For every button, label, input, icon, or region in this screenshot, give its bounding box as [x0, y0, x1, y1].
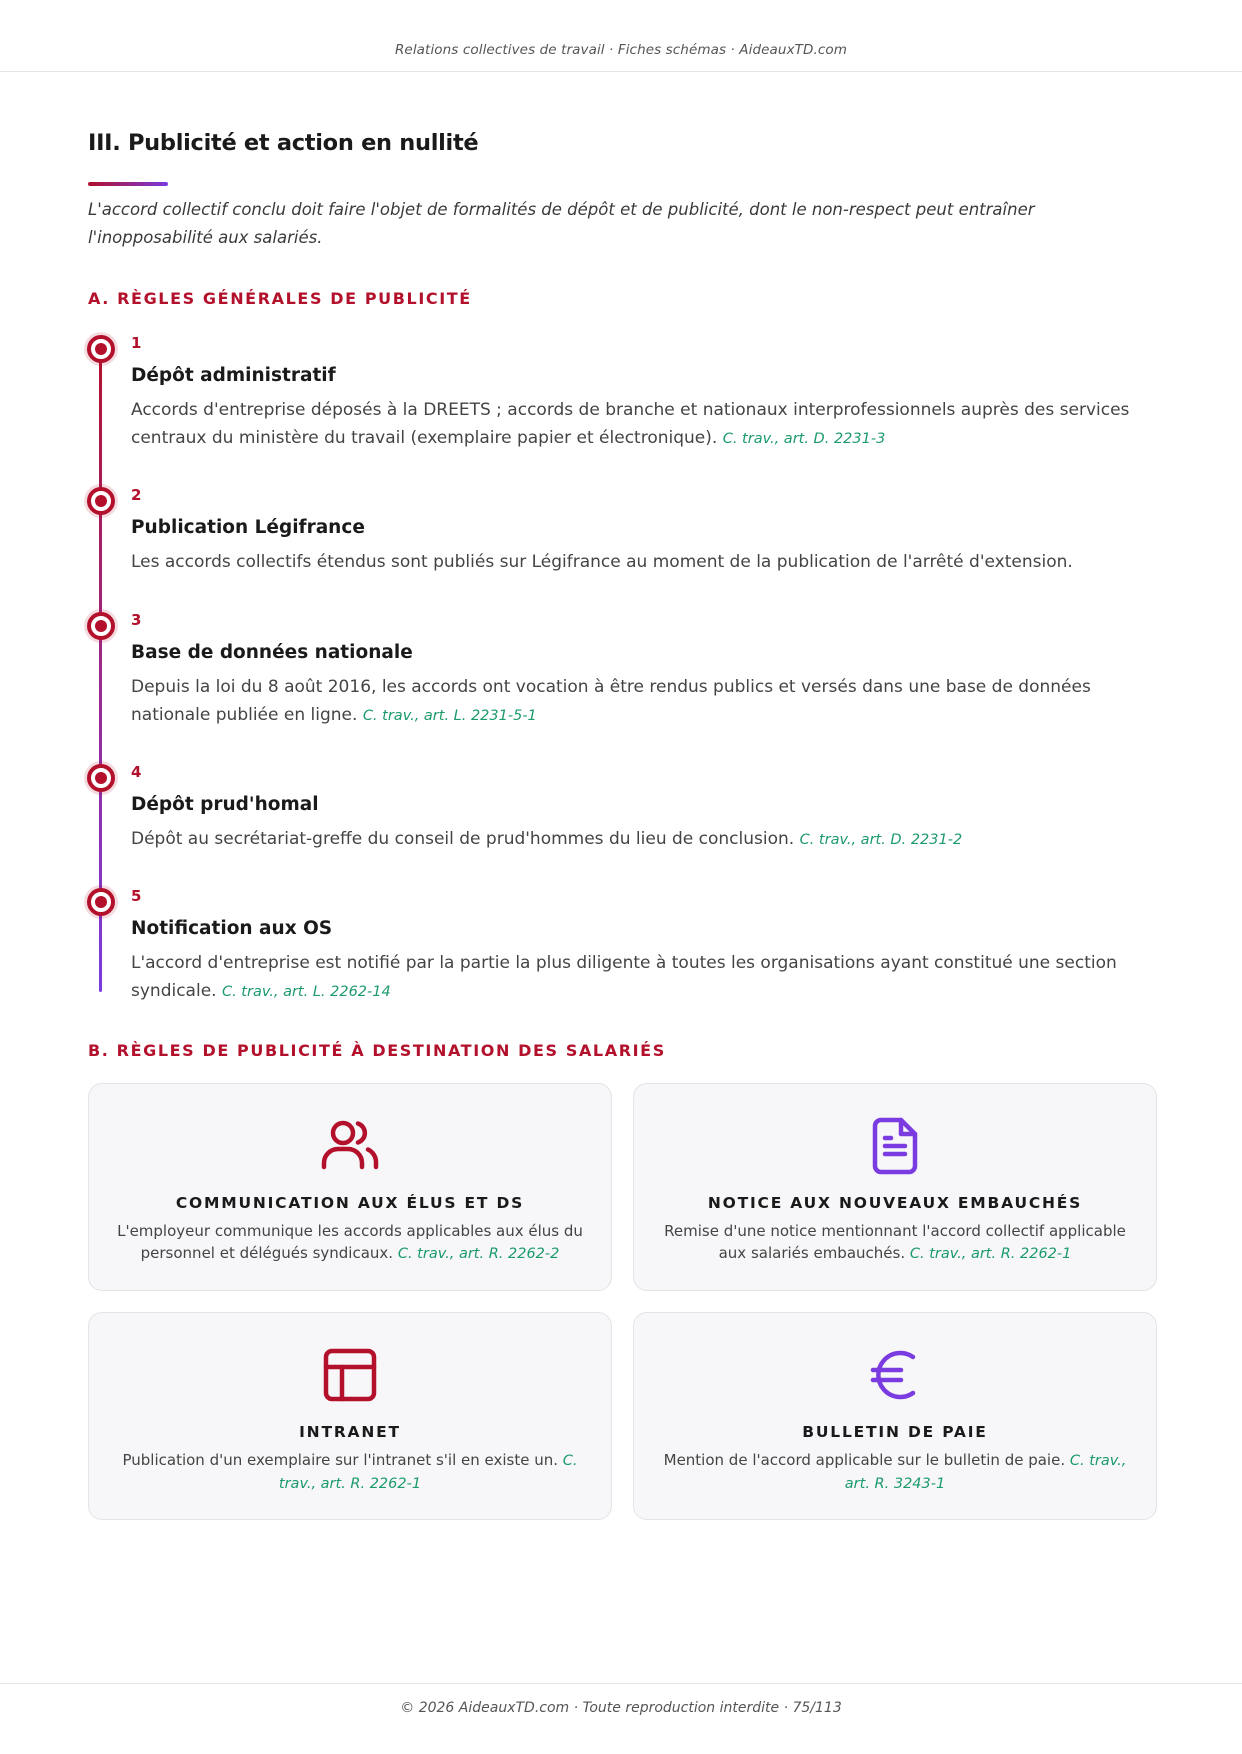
card-description [111, 1220, 589, 1265]
step-text: Dépôt au secrétariat-greffe du conseil de prud'hommes du lieu de conclusion. [131, 829, 800, 849]
card-text: Mention de l'accord applicable sur le bulletin de paie. [663, 1451, 1070, 1469]
card-description [111, 1449, 589, 1495]
card-title: COMMUNICATION AUX ÉLUS ET DS [175, 1194, 525, 1212]
step-text: Les accords collectifs étendus sont publiés sur Légifrance au moment de la publication de l'arrêté d'extension. [131, 552, 1073, 572]
card-title: NOTICE AUX NOUVEAUX EMBAUCHÉS [707, 1194, 1083, 1212]
info-card [633, 1312, 1157, 1520]
legal-reference: C. trav., art. R. 2262-1 [278, 1453, 578, 1492]
section-title: III. Publicité et action en nullité [88, 130, 479, 156]
step-title: Dépôt prud'homal [131, 794, 319, 815]
legal-reference: C. trav., art. R. 2262-2 [397, 1246, 560, 1262]
step-text: Depuis la loi du 8 août 2016, les accords ont vocation à être rendus publics et versés dans une base de données nationale publiée en ligne. [131, 677, 1091, 725]
section-intro: L'accord collectif conclu doit faire l'objet de formalités de dépôt et de publicité, dont le non-respect peut entraîner l'inopposabilité aux salariés. [88, 200, 1035, 247]
card-text: Publication d'un exemplaire sur l'intranet s'il en existe un. [122, 1451, 563, 1469]
document-icon [863, 1114, 927, 1178]
info-card [633, 1083, 1157, 1291]
timeline-dot-icon [87, 487, 115, 515]
layout-icon [318, 1343, 382, 1407]
card-text: L'employeur communique les accords applicables aux élus du personnel et délégués syndicaux. [117, 1222, 583, 1262]
step-number: 2 [131, 486, 142, 504]
legal-reference: C. trav., art. L. 2262-14 [221, 984, 391, 1000]
card-description [656, 1449, 1134, 1495]
info-card [88, 1083, 612, 1291]
timeline-dot-icon [87, 612, 115, 640]
step-number: 4 [131, 763, 142, 781]
step-number: 1 [131, 334, 142, 352]
legal-reference: C. trav., art. L. 2231-5-1 [362, 708, 537, 724]
legal-reference: C. trav., art. R. 2262-1 [909, 1246, 1072, 1262]
timeline-dot-icon [87, 764, 115, 792]
legal-reference: C. trav., art. R. 3243-1 [844, 1453, 1127, 1492]
card-title: INTRANET [299, 1423, 401, 1441]
footer-text: © 2026 AideauxTD.com · Toute reproduction interdite · 75/113 [400, 1700, 842, 1716]
title-underline [88, 182, 168, 186]
step-description [131, 548, 1141, 577]
step-title: Base de données nationale [131, 642, 413, 663]
step-text: L'accord d'entreprise est notifié par la partie la plus diligente à toutes les organisations ayant constitué une section syndicale. [131, 953, 1117, 1001]
page-footer [0, 1683, 1242, 1754]
step-title: Publication Légifrance [131, 517, 365, 538]
step-title: Dépôt administratif [131, 365, 336, 386]
step-description [131, 673, 1141, 730]
users-icon [318, 1114, 382, 1178]
step-title: Notification aux OS [131, 918, 333, 939]
timeline-dot-icon [87, 888, 115, 916]
euro-icon [863, 1343, 927, 1407]
card-text: Remise d'une notice mentionnant l'accord collectif applicable aux salariés embauchés. [664, 1222, 1126, 1262]
step-description [131, 396, 1141, 453]
card-description [656, 1220, 1134, 1265]
card-title: BULLETIN DE PAIE [802, 1423, 988, 1441]
subsection-a-heading: A. RÈGLES GÉNÉRALES DE PUBLICITÉ [88, 289, 472, 308]
legal-reference: C. trav., art. D. 2231-2 [799, 832, 963, 848]
timeline-dot-icon [87, 335, 115, 363]
step-description [131, 825, 1141, 854]
page-header [0, 0, 1242, 72]
subsection-b-heading: B. RÈGLES DE PUBLICITÉ À DESTINATION DES SALARIÉS [88, 1041, 666, 1060]
legal-reference: C. trav., art. D. 2231-3 [722, 431, 886, 447]
running-title: Relations collectives de travail · Fiches schémas · AideauxTD.com [394, 42, 848, 58]
step-description [131, 949, 1141, 1006]
step-number: 3 [131, 611, 142, 629]
step-number: 5 [131, 887, 142, 905]
step-text: Accords d'entreprise déposés à la DREETS ; accords de branche et nationaux interprofessionnels auprès des services centraux du ministère du travail (exemplaire papier et électronique). [131, 400, 1130, 448]
info-card [88, 1312, 612, 1520]
